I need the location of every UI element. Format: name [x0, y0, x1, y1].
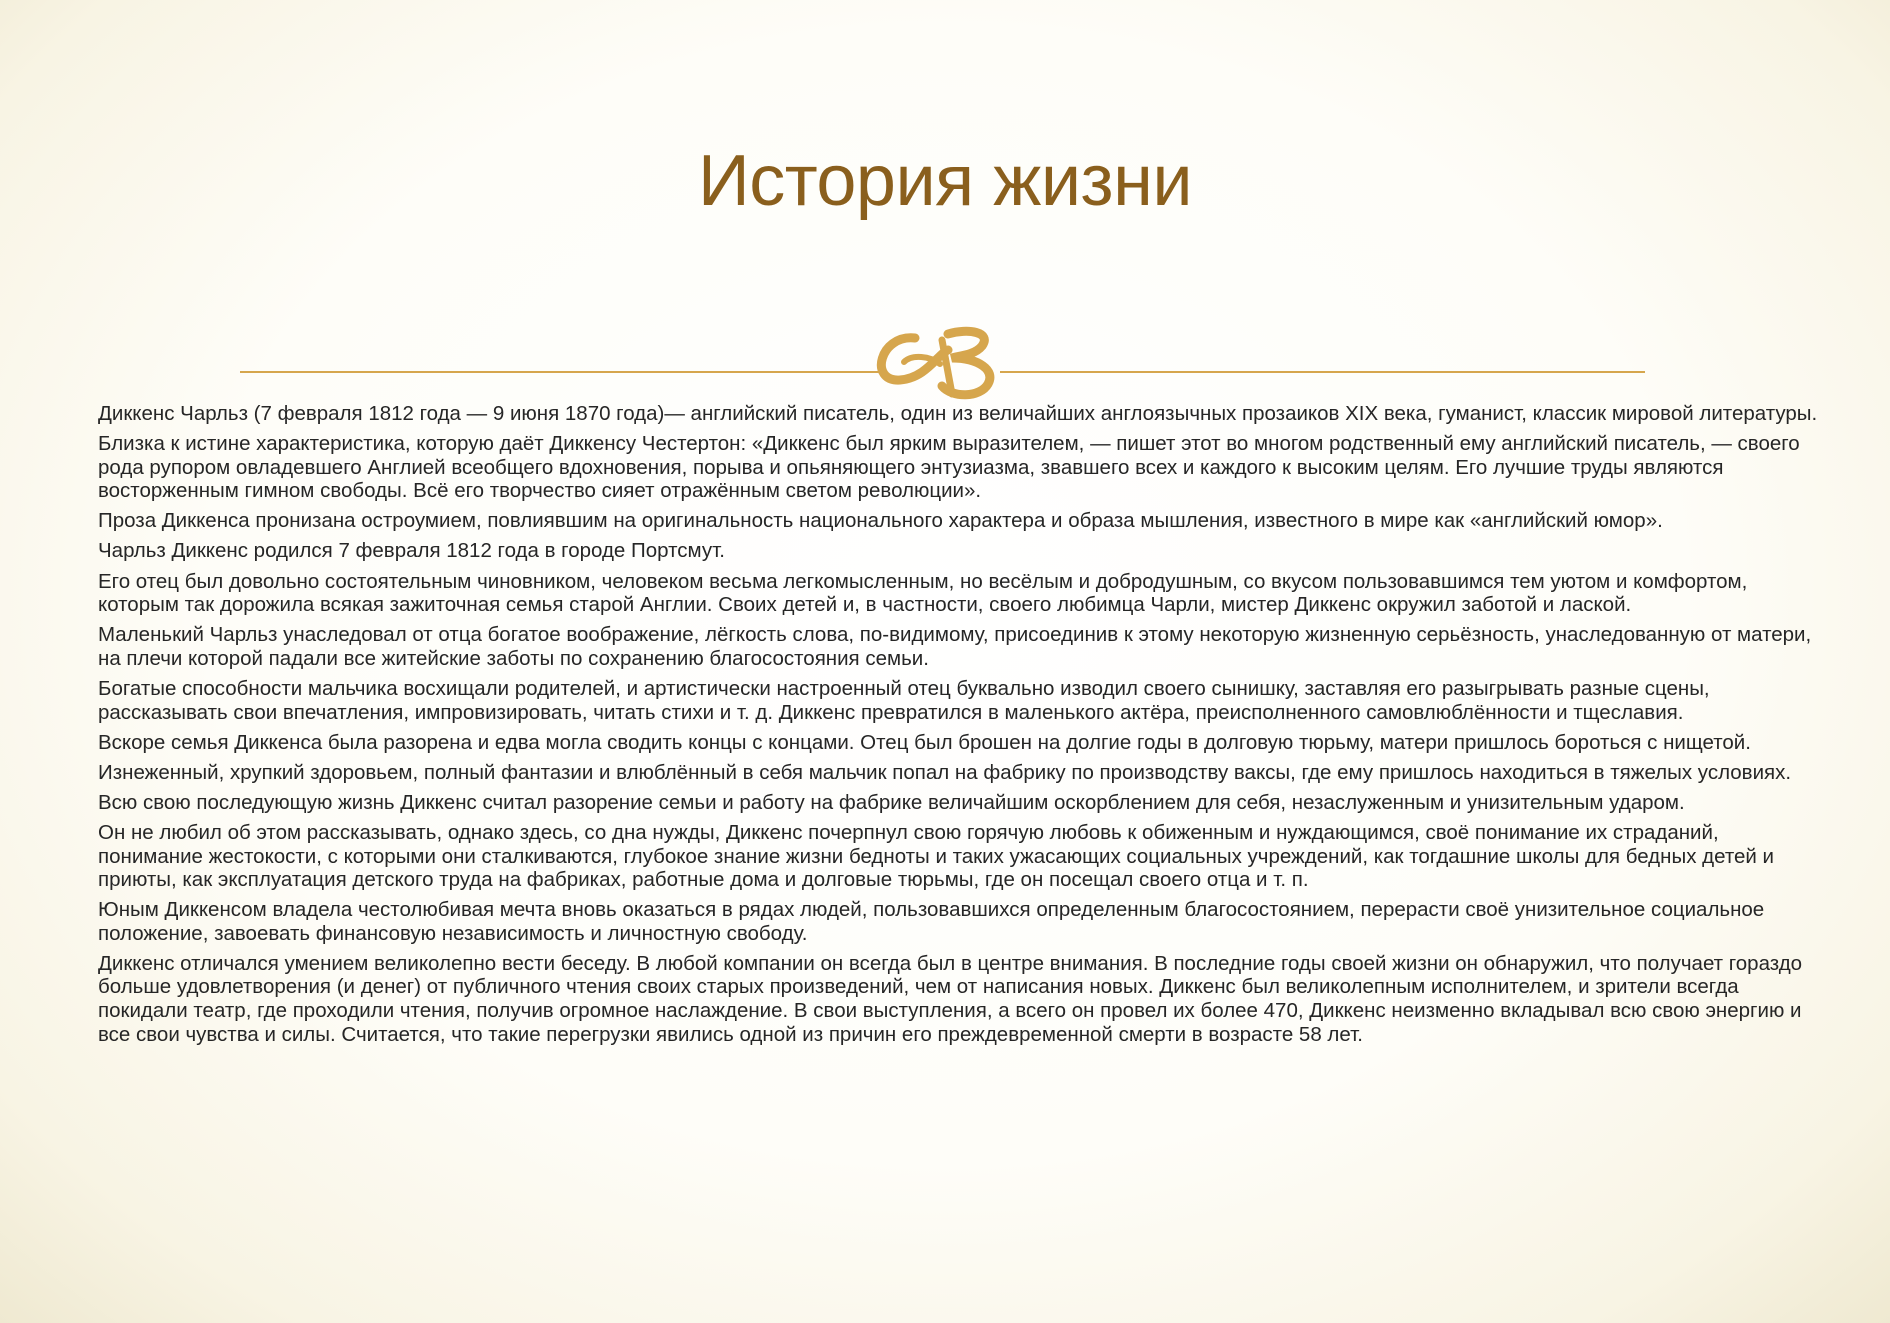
paragraph: Маленький Чарльз унаследовал от отца богатое воображение, лёгкость слова, по-видимому, присоединив к этому некоторую жизненную серьёзность, унаследованную от матери, на плечи которой падали все житейские заботы по сохранению благосостояния семьи. — [98, 623, 1812, 670]
paragraph: Чарльз Диккенс родился 7 февраля 1812 года в городе Портсмут. — [98, 539, 725, 563]
paragraph: Вскоре семья Диккенса была разорена и едва могла сводить концы с концами. Отец был брошен на долгие годы в долговую тюрьму, матери пришлось бороться с нищетой. — [98, 730, 1751, 754]
paragraph: Богатые способности мальчика восхищали родителей, и артистически настроенный отец буквально изводил своего сынишку, заставляя его разыгрывать разные сцены, рассказывать свои впечатления, импровизировать, читать стихи и т. д. Диккенс превратился в маленького актёра, преисполненного самовлюблённости и тщеславия. — [98, 676, 1710, 724]
paragraph: Близка к истине характеристика, которую даёт Диккенсу Честертон: «Диккенс был ярким выразителем, — пишет этот во многом родственный ему английский писатель, — своего рода рупором овладевшего Англией всеобщего вдохновения, порыва и опьяняющего энтузиазма, звавшего всех и каждого к высоким целям. Его лучшие труды являются восторженным гимном свободы. Всё его творчество сияет отражённым светом революции». — [98, 432, 1800, 503]
paragraph: Его отец был довольно состоятельным чиновником, человеком весьма легкомысленным, но весёлым и добродушным, со вкусом пользовавшимся тем уютом и комфортом, которым так дорожила всякая зажиточная семья старой Англии. Своих детей и, в частности, своего любимца Чарли, мистер Диккенс окружил заботой и лаской. — [98, 569, 1748, 617]
paragraph: Он не любил об этом рассказывать, однако здесь, со дна нужды, Диккенс почерпнул свою горячую любовь к обиженным и нуждающимся, своё понимание их страданий, понимание жестокости, с которыми они сталкиваются, глубокое знание жизни бедноты и таких ужасающих социальных учреждений, как тогдашние школы для бедных детей и приюты, как эксплуатация детского труда на фабриках, работные дома и долговые тюрьмы, где он посещал своего отца и т. п. — [98, 820, 1774, 892]
paragraph: Юным Диккенсом владела честолюбивая мечта вновь оказаться в рядах людей, пользовавшихся определенным благосостоянием, перерасти своё унизительное социальное положение, завоевать финансовую независимость и личностную свободу. — [98, 898, 1765, 945]
paragraph: Диккенс Чарльз (7 февраля 1812 года — 9 июня 1870 года)— английский писатель, один из величайших англоязычных прозаиков XIX века, гуманист, классик мировой литературы. — [98, 402, 1818, 425]
ornamental-flourish-icon — [240, 320, 1645, 400]
paragraph: Диккенс отличался умением великолепно вести беседу. В любой компании он всегда был в центре внимания. В последние годы своей жизни он обнаружил, что получает гораздо больше удовлетворения (и денег) от публичного чтения своих старых произведений, чем от написания новых. Диккенс был великолепным исполнителем, и зрители всегда покидали театр, где проходили чтения, получив огромное наслаждение. В свои выступления, а всего он провел их более 470, Диккенс неизменно вкладывал всю свою энергию и все свои чувства и силы. Считается, что такие перегрузки явились одной из причин его преждевременной смерти в возрасте 58 лет. — [98, 951, 1803, 1046]
ornament-flourish — [881, 331, 990, 394]
body-text — [98, 402, 1828, 1053]
slide-title: История жизни — [697, 141, 1193, 221]
paragraph: Проза Диккенса пронизана остроумием, повлиявшим на оригинальность национального характера и образа мышления, известного в мире как «английский юмор». — [98, 509, 1663, 533]
paragraph: Всю свою последующую жизнь Диккенс считал разорение семьи и работу на фабрике величайшим оскорблением для себя, незаслуженным и унизительным ударом. — [98, 790, 1685, 814]
paragraph: Изнеженный, хрупкий здоровьем, полный фантазии и влюблённый в себя мальчик попал на фабрику по производству ваксы, где ему пришлось находиться в тяжелых условиях. — [98, 760, 1792, 784]
